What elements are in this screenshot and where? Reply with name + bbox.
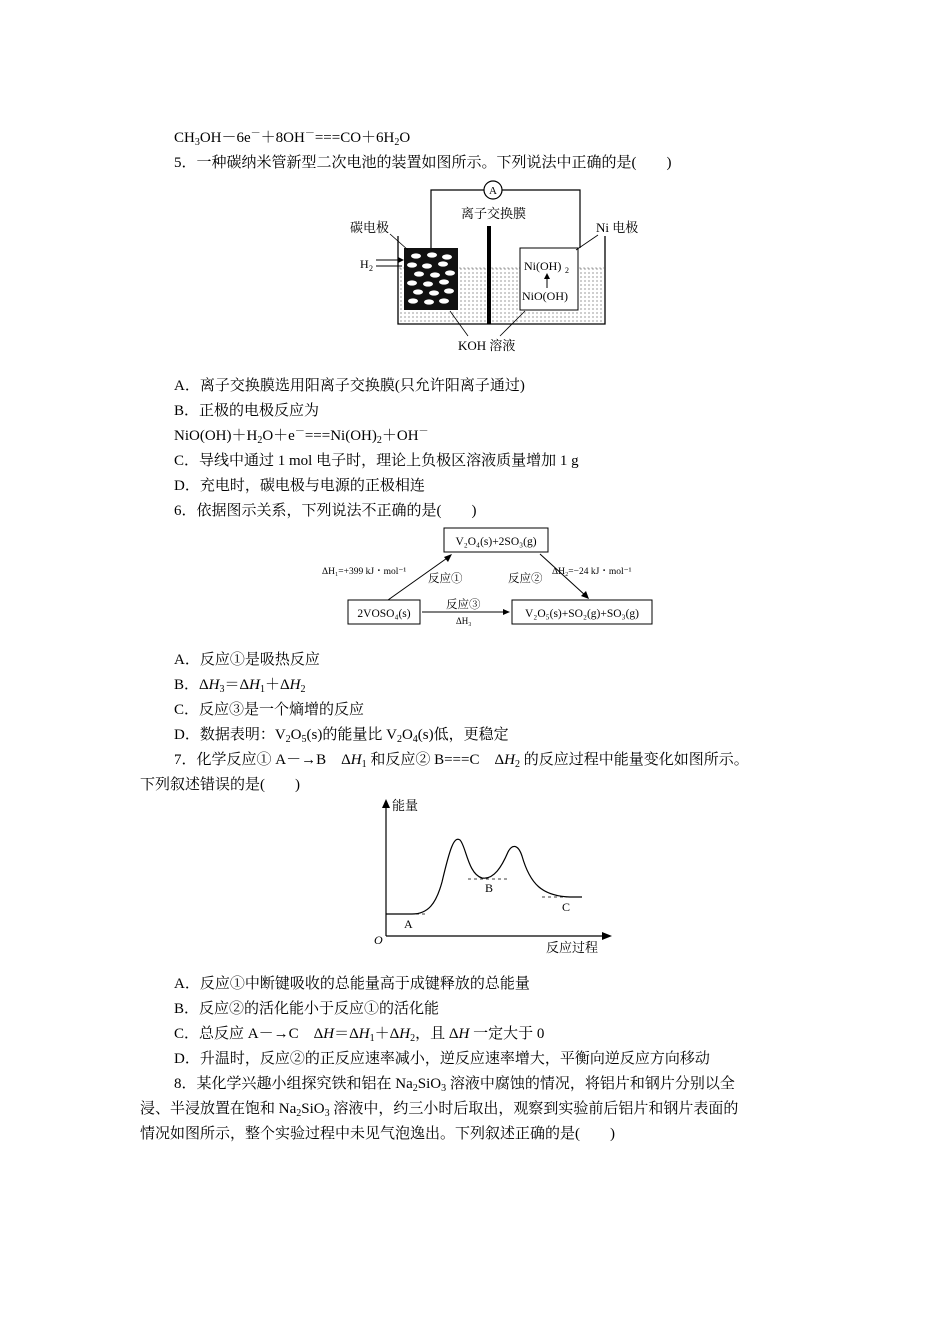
q6-option-a: A．反应①是吸热反应	[174, 652, 320, 668]
reaction-cycle-diagram	[318, 524, 663, 630]
q6-stem: 6．依据图示关系，下列说法不正确的是( )	[174, 503, 477, 519]
q5-option-d: D．充电时，碳电极与电源的正极相连	[174, 478, 425, 494]
svg-text:B: B	[485, 881, 494, 895]
svg-text:Ni 电极: Ni 电极	[596, 220, 639, 235]
svg-text:2: 2	[369, 264, 373, 273]
q7-option-a: A．反应①中断键吸收的总能量高于成键释放的总能量	[174, 976, 530, 992]
svg-text:ΔH₃: ΔH₃	[456, 616, 472, 626]
svg-text:2: 2	[565, 266, 569, 275]
q6-option-d: D．数据表明：$V_2O_5(s)$的能量比 $V_2O_4(s)$低，更稳定	[174, 727, 509, 745]
q5-option-b: B．正极的电极反应为	[174, 403, 320, 419]
q7-option-d: D．升温时，反应②的正反应速率减小，逆反应速率增大，平衡向逆反应方向移动	[174, 1051, 710, 1067]
battery-diagram	[340, 176, 650, 356]
svg-text:反应过程: 反应过程	[546, 940, 599, 955]
svg-text:H: H	[360, 257, 369, 271]
q7-stem-2: 下列叙述错误的是( )	[140, 777, 300, 793]
energy-profile-diagram	[370, 796, 620, 956]
svg-text:碳电极: 碳电极	[350, 220, 390, 235]
svg-text:离子交换膜: 离子交换膜	[461, 206, 527, 221]
q5-option-a: A．离子交换膜选用阳离子交换膜(只允许阳离子通过)	[174, 378, 525, 394]
svg-text:A: A	[489, 185, 497, 197]
svg-text:2VOSO₄(s): 2VOSO₄(s)	[357, 608, 411, 620]
q5-option-c: C．导线中通过 1 mol 电子时，理论上负极区溶液质量增加 1 g	[174, 453, 579, 469]
svg-text:NiO(OH): NiO(OH)	[522, 289, 568, 303]
svg-text:V₂O₅(s)+SO₂(g)+SO₃(g): V₂O₅(s)+SO₂(g)+SO₃(g)	[525, 608, 639, 620]
svg-text:ΔH₂=−24 kJ・mol⁻¹: ΔH₂=−24 kJ・mol⁻¹	[552, 567, 632, 577]
q8-stem-3: 情况如图所示，整个实验过程中未见气泡逸出。下列叙述正确的是( )	[140, 1126, 615, 1142]
q6-option-c: C．反应③是一个熵增的反应	[174, 702, 365, 718]
svg-text:反应①: 反应①	[428, 573, 463, 585]
svg-text:ΔH₁=+399 kJ・mol⁻¹: ΔH₁=+399 kJ・mol⁻¹	[322, 567, 407, 577]
q7-option-c: C．总反应 A－→C $\Delta H=\Delta H_1+\Delta H_2$，且 ΔH 一定大于 0	[174, 1026, 545, 1044]
svg-text:反应②: 反应②	[508, 573, 543, 585]
q4-equation: $CH_3OH-6e^-+8OH^-===CO+6H_2O$	[174, 128, 411, 148]
svg-text:A: A	[404, 917, 413, 931]
q8-stem-1: 8．某化学兴趣小组探究铁和铝在 $Na_2SiO_3$ 溶液中腐蚀的情况，将铝片和钢片分别以全	[174, 1076, 735, 1094]
q5-option-b-equation: $NiO(OH)+H_2O+e^-===Ni(OH)_2+OH^-$	[174, 426, 429, 446]
svg-text:C: C	[562, 900, 571, 914]
q6-option-b: B．$\Delta H_3=\Delta H_1+\Delta H_2$	[174, 677, 306, 695]
svg-text:V₂O₄(s)+2SO₃(g): V₂O₄(s)+2SO₃(g)	[455, 536, 537, 548]
q7-stem: 7．化学反应① A－→B $\Delta H_1$ 和反应② B===C $\Delta H_2$ 的反应过程中能量变化如图所示。	[174, 752, 749, 770]
svg-text:能量: 能量	[392, 798, 419, 813]
svg-text:KOH 溶液: KOH 溶液	[458, 338, 516, 353]
svg-text:Ni(OH): Ni(OH)	[524, 259, 562, 273]
q8-stem-2: 浸、半浸放置在饱和 $Na_2SiO_3$ 溶液中，约三小时后取出，观察到实验前后铝片和钢片表面的	[140, 1101, 739, 1119]
q7-option-b: B．反应②的活化能小于反应①的活化能	[174, 1001, 440, 1017]
svg-text:O: O	[374, 933, 383, 947]
svg-text:反应③: 反应③	[446, 599, 481, 611]
q5-stem: 5．一种碳纳米管新型二次电池的装置如图所示。下列说法中正确的是( )	[174, 155, 672, 171]
